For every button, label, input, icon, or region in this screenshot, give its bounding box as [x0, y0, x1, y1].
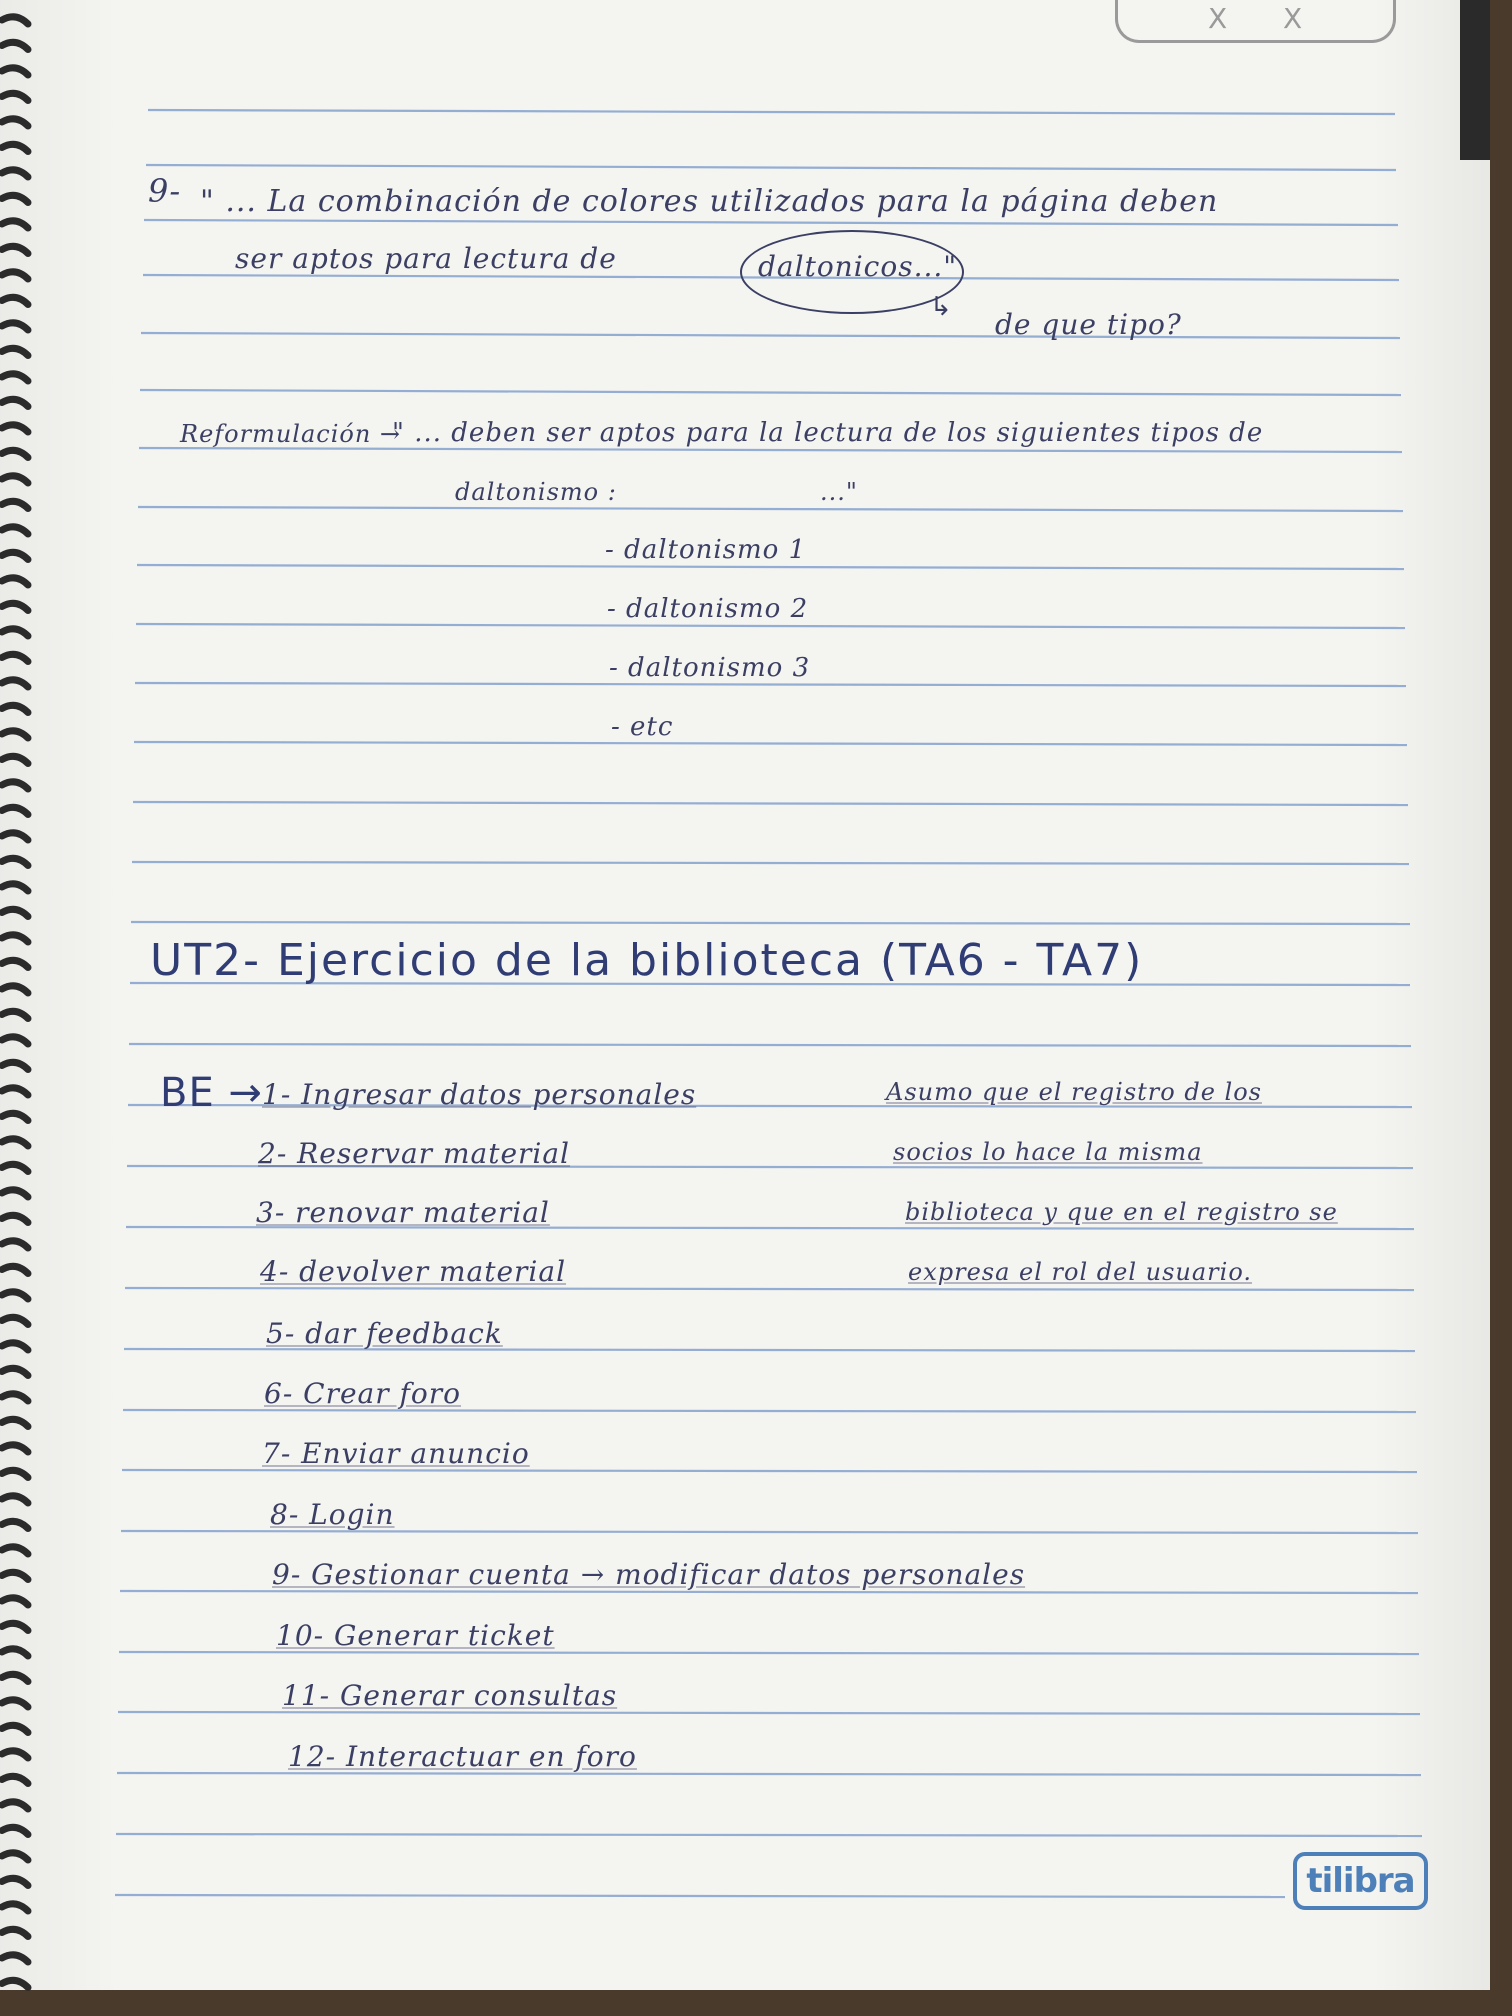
- spiral-ring: [2, 935, 28, 942]
- list-item: 11- Generar consultas: [282, 1679, 618, 1712]
- arrow-icon: ↳: [930, 292, 952, 322]
- spiral-ring: [2, 1445, 28, 1452]
- spiral-ring: [2, 42, 28, 49]
- list-item: 4- devolver material: [260, 1255, 567, 1288]
- spiral-ring: [2, 1980, 28, 1987]
- spiral-ring: [2, 1011, 28, 1018]
- note-line: expresa el rol del usuario.: [908, 1258, 1252, 1286]
- spiral-ring: [2, 1292, 28, 1299]
- spiral-ring: [2, 1368, 28, 1375]
- spiral-ring: [2, 68, 28, 75]
- spiral-ring: [2, 1623, 28, 1630]
- reformulation-line-1: " ... deben ser aptos para la lectura de los siguientes tipos de: [392, 418, 1264, 448]
- spiral-ring: [2, 348, 28, 355]
- spiral-ring: [2, 195, 28, 202]
- spiral-ring: [2, 680, 28, 687]
- spiral-ring: [2, 807, 28, 814]
- spiral-ring: [2, 374, 28, 381]
- spiral-ring: [2, 1751, 28, 1758]
- spiral-ring: [2, 1113, 28, 1120]
- spiral-ring: [2, 858, 28, 865]
- spiral-ring: [2, 1394, 28, 1401]
- spiral-ring: [2, 603, 28, 610]
- daltonism-item: - daltonismo 2: [607, 594, 809, 624]
- daltonism-item: - etc: [611, 712, 674, 742]
- brand-text: tilibra: [1306, 1861, 1415, 1901]
- spiral-ring: [2, 17, 28, 24]
- spiral-ring: [2, 1853, 28, 1860]
- spiral-ring: [2, 884, 28, 891]
- list-item: 1- Ingresar datos personales: [262, 1078, 697, 1111]
- date-mark: X: [1208, 2, 1228, 35]
- question-line-2: ser aptos para lectura de: [235, 242, 617, 275]
- list-item: 2- Reservar material: [258, 1137, 571, 1170]
- spiral-ring: [2, 527, 28, 534]
- spiral-ring: [2, 1241, 28, 1248]
- spiral-ring: [2, 1215, 28, 1222]
- spiral-ring: [2, 221, 28, 228]
- spiral-ring: [2, 782, 28, 789]
- spiral-ring: [2, 1521, 28, 1528]
- spiral-ring: [2, 425, 28, 432]
- spiral-ring: [2, 1062, 28, 1069]
- spiral-ring: [2, 1572, 28, 1579]
- spiral-ring: [2, 909, 28, 916]
- spiral-ring: [2, 450, 28, 457]
- reformulation-label: Reformulación →: [180, 420, 402, 448]
- spiral-ring: [2, 756, 28, 763]
- list-item: 5- dar feedback: [266, 1317, 503, 1350]
- spiral-ring: [2, 1725, 28, 1732]
- list-item: 9- Gestionar cuenta → modificar datos personales: [272, 1558, 1026, 1591]
- spiral-ring: [2, 1827, 28, 1834]
- spiral-ring: [2, 654, 28, 661]
- spiral-ring: [2, 170, 28, 177]
- spiral-ring: [2, 1700, 28, 1707]
- question-line-1: " ... La combinación de colores utilizados para la página deben: [200, 184, 1219, 219]
- spiral-ring: [2, 1598, 28, 1605]
- spiral-ring: [2, 1955, 28, 1962]
- spiral-ring: [2, 1802, 28, 1809]
- date-mark: X: [1283, 2, 1303, 35]
- spiral-ring: [2, 1266, 28, 1273]
- daltonism-item: - daltonismo 1: [605, 535, 807, 565]
- spiral-ring: [2, 1649, 28, 1656]
- spiral-ring: [2, 1164, 28, 1171]
- note-line: Asumo que el registro de los: [886, 1078, 1262, 1106]
- spiral-ring: [2, 1037, 28, 1044]
- spiral-ring: [2, 1317, 28, 1324]
- spiral-ring: [2, 731, 28, 738]
- spiral-ring: [2, 476, 28, 483]
- spiral-ring: [2, 578, 28, 585]
- spiral-ring: [2, 501, 28, 508]
- reformulation-line-2: daltonismo :: [455, 478, 617, 506]
- spiral-ring: [2, 246, 28, 253]
- spiral-ring: [2, 833, 28, 840]
- spiral-ring: [2, 93, 28, 100]
- spiral-ring: [2, 986, 28, 993]
- spiral-ring: [2, 1190, 28, 1197]
- list-item: 6- Crear foro: [264, 1377, 461, 1410]
- section-title: UT2- Ejercicio de la biblioteca (TA6 - TA7): [150, 935, 1144, 986]
- spiral-ring: [2, 1088, 28, 1095]
- spiral-ring: [2, 272, 28, 279]
- tilibra-logo: [1293, 1852, 1428, 1910]
- list-item: 8- Login: [270, 1498, 395, 1531]
- question-number: 9-: [148, 172, 182, 210]
- list-prefix: BE →: [160, 1070, 263, 1116]
- list-item: 10- Generar ticket: [276, 1619, 555, 1652]
- spiral-binding: [0, 0, 60, 2016]
- circled-word: daltonicos...": [758, 250, 958, 283]
- spiral-ring: [2, 705, 28, 712]
- spiral-ring: [2, 1776, 28, 1783]
- note-line: biblioteca y que en el registro se: [905, 1198, 1338, 1226]
- list-item: 12- Interactuar en foro: [288, 1740, 637, 1773]
- spiral-ring: [2, 1929, 28, 1936]
- spiral-ring: [2, 1343, 28, 1350]
- spiral-ring: [2, 297, 28, 304]
- spiral-ring: [2, 1139, 28, 1146]
- daltonism-item: - daltonismo 3: [609, 653, 811, 683]
- spiral-ring: [2, 144, 28, 151]
- spiral-ring: [2, 323, 28, 330]
- list-item: 7- Enviar anuncio: [262, 1437, 530, 1470]
- spiral-ring: [2, 629, 28, 636]
- spiral-ring: [2, 1419, 28, 1426]
- spiral-ring: [2, 119, 28, 126]
- reformulation-ellipsis: ...": [820, 478, 858, 506]
- spiral-ring: [2, 399, 28, 406]
- spiral-ring: [2, 1674, 28, 1681]
- spiral-ring: [2, 960, 28, 967]
- question-line-3: de que tipo?: [995, 308, 1182, 341]
- list-item: 3- renovar material: [256, 1196, 550, 1229]
- spiral-ring: [2, 552, 28, 559]
- spiral-ring: [2, 1547, 28, 1554]
- date-box: [1115, 0, 1396, 43]
- spiral-ring: [2, 1904, 28, 1911]
- spiral-ring: [2, 1470, 28, 1477]
- spiral-ring: [2, 1496, 28, 1503]
- spiral-ring: [2, 1878, 28, 1885]
- note-line: socios lo hace la misma: [893, 1138, 1203, 1166]
